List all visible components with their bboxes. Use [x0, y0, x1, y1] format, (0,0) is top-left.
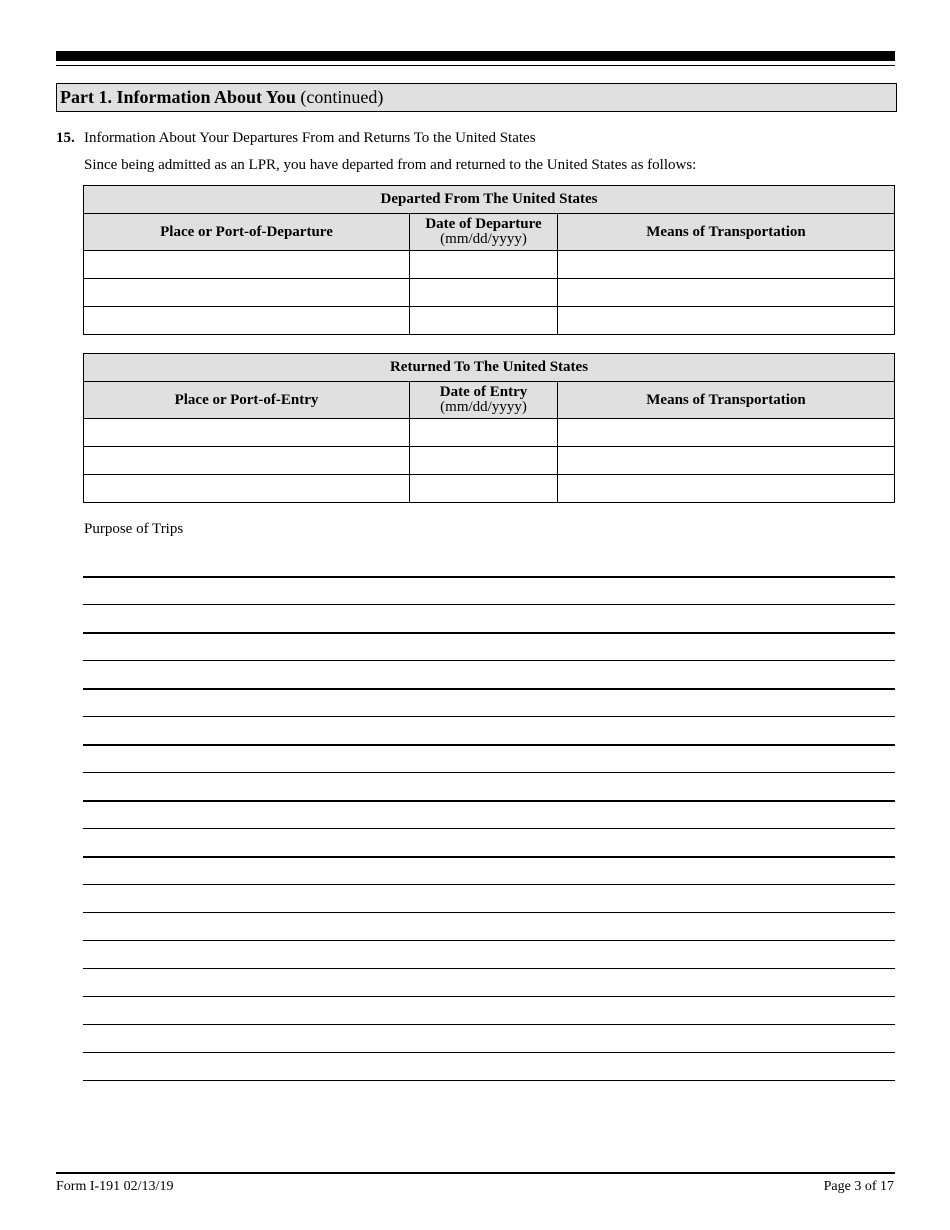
- purpose-writing-line: [83, 576, 895, 578]
- departed-place-field[interactable]: [84, 307, 410, 335]
- purpose-writing-line: [83, 604, 895, 605]
- purpose-writing-line: [83, 828, 895, 829]
- departed-date-field[interactable]: [410, 251, 558, 279]
- part-header-title: Part 1. Information About You: [60, 87, 296, 107]
- returned-table: [83, 353, 895, 503]
- departed-means-field[interactable]: [558, 279, 895, 307]
- departed-table: [83, 185, 895, 335]
- purpose-writing-line: [83, 632, 895, 634]
- returned-place-field[interactable]: [84, 475, 410, 503]
- table-row: [84, 251, 895, 279]
- footer-rule: [56, 1172, 895, 1174]
- purpose-writing-line: [83, 912, 895, 913]
- returned-date-field[interactable]: [410, 419, 558, 447]
- table-row: [84, 419, 895, 447]
- purpose-writing-line: [83, 996, 895, 997]
- purpose-writing-line: [83, 884, 895, 885]
- returned-col-place: [84, 382, 410, 419]
- purpose-writing-line: [83, 660, 895, 661]
- returned-place-field[interactable]: [84, 419, 410, 447]
- returned-col-date-label: Date of Entry: [439, 384, 528, 400]
- table-row: [84, 475, 895, 503]
- returned-date-field[interactable]: [410, 475, 558, 503]
- departed-place-field[interactable]: [84, 279, 410, 307]
- departed-col-place-label: Place or Port-of-Departure: [160, 223, 333, 240]
- departed-table-caption: Departed From The United States: [84, 186, 895, 214]
- returned-col-place-label: Place or Port-of-Entry: [174, 391, 319, 408]
- question-title: Information About Your Departures From and Returns To the United States: [84, 130, 536, 146]
- returned-means-field[interactable]: [558, 475, 895, 503]
- top-rule-thin: [56, 65, 895, 66]
- table-row: [84, 279, 895, 307]
- departed-date-field[interactable]: [410, 307, 558, 335]
- part-header-continued: (continued): [300, 87, 384, 107]
- departed-means-field[interactable]: [558, 251, 895, 279]
- returned-means-field[interactable]: [558, 447, 895, 475]
- returned-means-field[interactable]: [558, 419, 895, 447]
- departed-col-place: [84, 214, 410, 251]
- table-row: [84, 447, 895, 475]
- departed-date-field[interactable]: [410, 279, 558, 307]
- departed-col-date-label: Date of Departure: [425, 216, 542, 232]
- table-row: [84, 307, 895, 335]
- departed-col-means-label: Means of Transportation: [646, 223, 806, 240]
- purpose-writing-line: [83, 940, 895, 941]
- purpose-writing-line: [83, 856, 895, 858]
- question-subtitle: Since being admitted as an LPR, you have departed from and returned to the United States as follows:: [84, 157, 697, 173]
- departed-col-means: [558, 214, 895, 251]
- departed-col-date: [410, 214, 558, 251]
- returned-col-date: [410, 382, 558, 419]
- departed-col-date-format: (mm/dd/yyyy): [440, 231, 527, 247]
- purpose-writing-line: [83, 1024, 895, 1025]
- purpose-writing-line: [83, 1080, 895, 1081]
- departed-place-field[interactable]: [84, 251, 410, 279]
- returned-col-means: [558, 382, 895, 419]
- returned-col-means-label: Means of Transportation: [646, 391, 806, 408]
- purpose-writing-line: [83, 716, 895, 717]
- purpose-writing-line: [83, 800, 895, 802]
- purpose-writing-line: [83, 772, 895, 773]
- returned-table-caption: Returned To The United States: [84, 354, 895, 382]
- returned-col-date-format: (mm/dd/yyyy): [440, 399, 527, 415]
- returned-date-field[interactable]: [410, 447, 558, 475]
- purpose-writing-line: [83, 744, 895, 746]
- returned-place-field[interactable]: [84, 447, 410, 475]
- page-number: Page 3 of 17: [823, 1179, 894, 1194]
- purpose-writing-line: [83, 968, 895, 969]
- top-rule-thick: [56, 51, 895, 61]
- purpose-writing-line: [83, 688, 895, 690]
- purpose-writing-line: [83, 1052, 895, 1053]
- departed-means-field[interactable]: [558, 307, 895, 335]
- question-number: 15.: [56, 130, 75, 146]
- purpose-of-trips-label: Purpose of Trips: [84, 521, 184, 537]
- part-header: [56, 83, 897, 112]
- form-identifier: Form I-191 02/13/19: [56, 1179, 174, 1194]
